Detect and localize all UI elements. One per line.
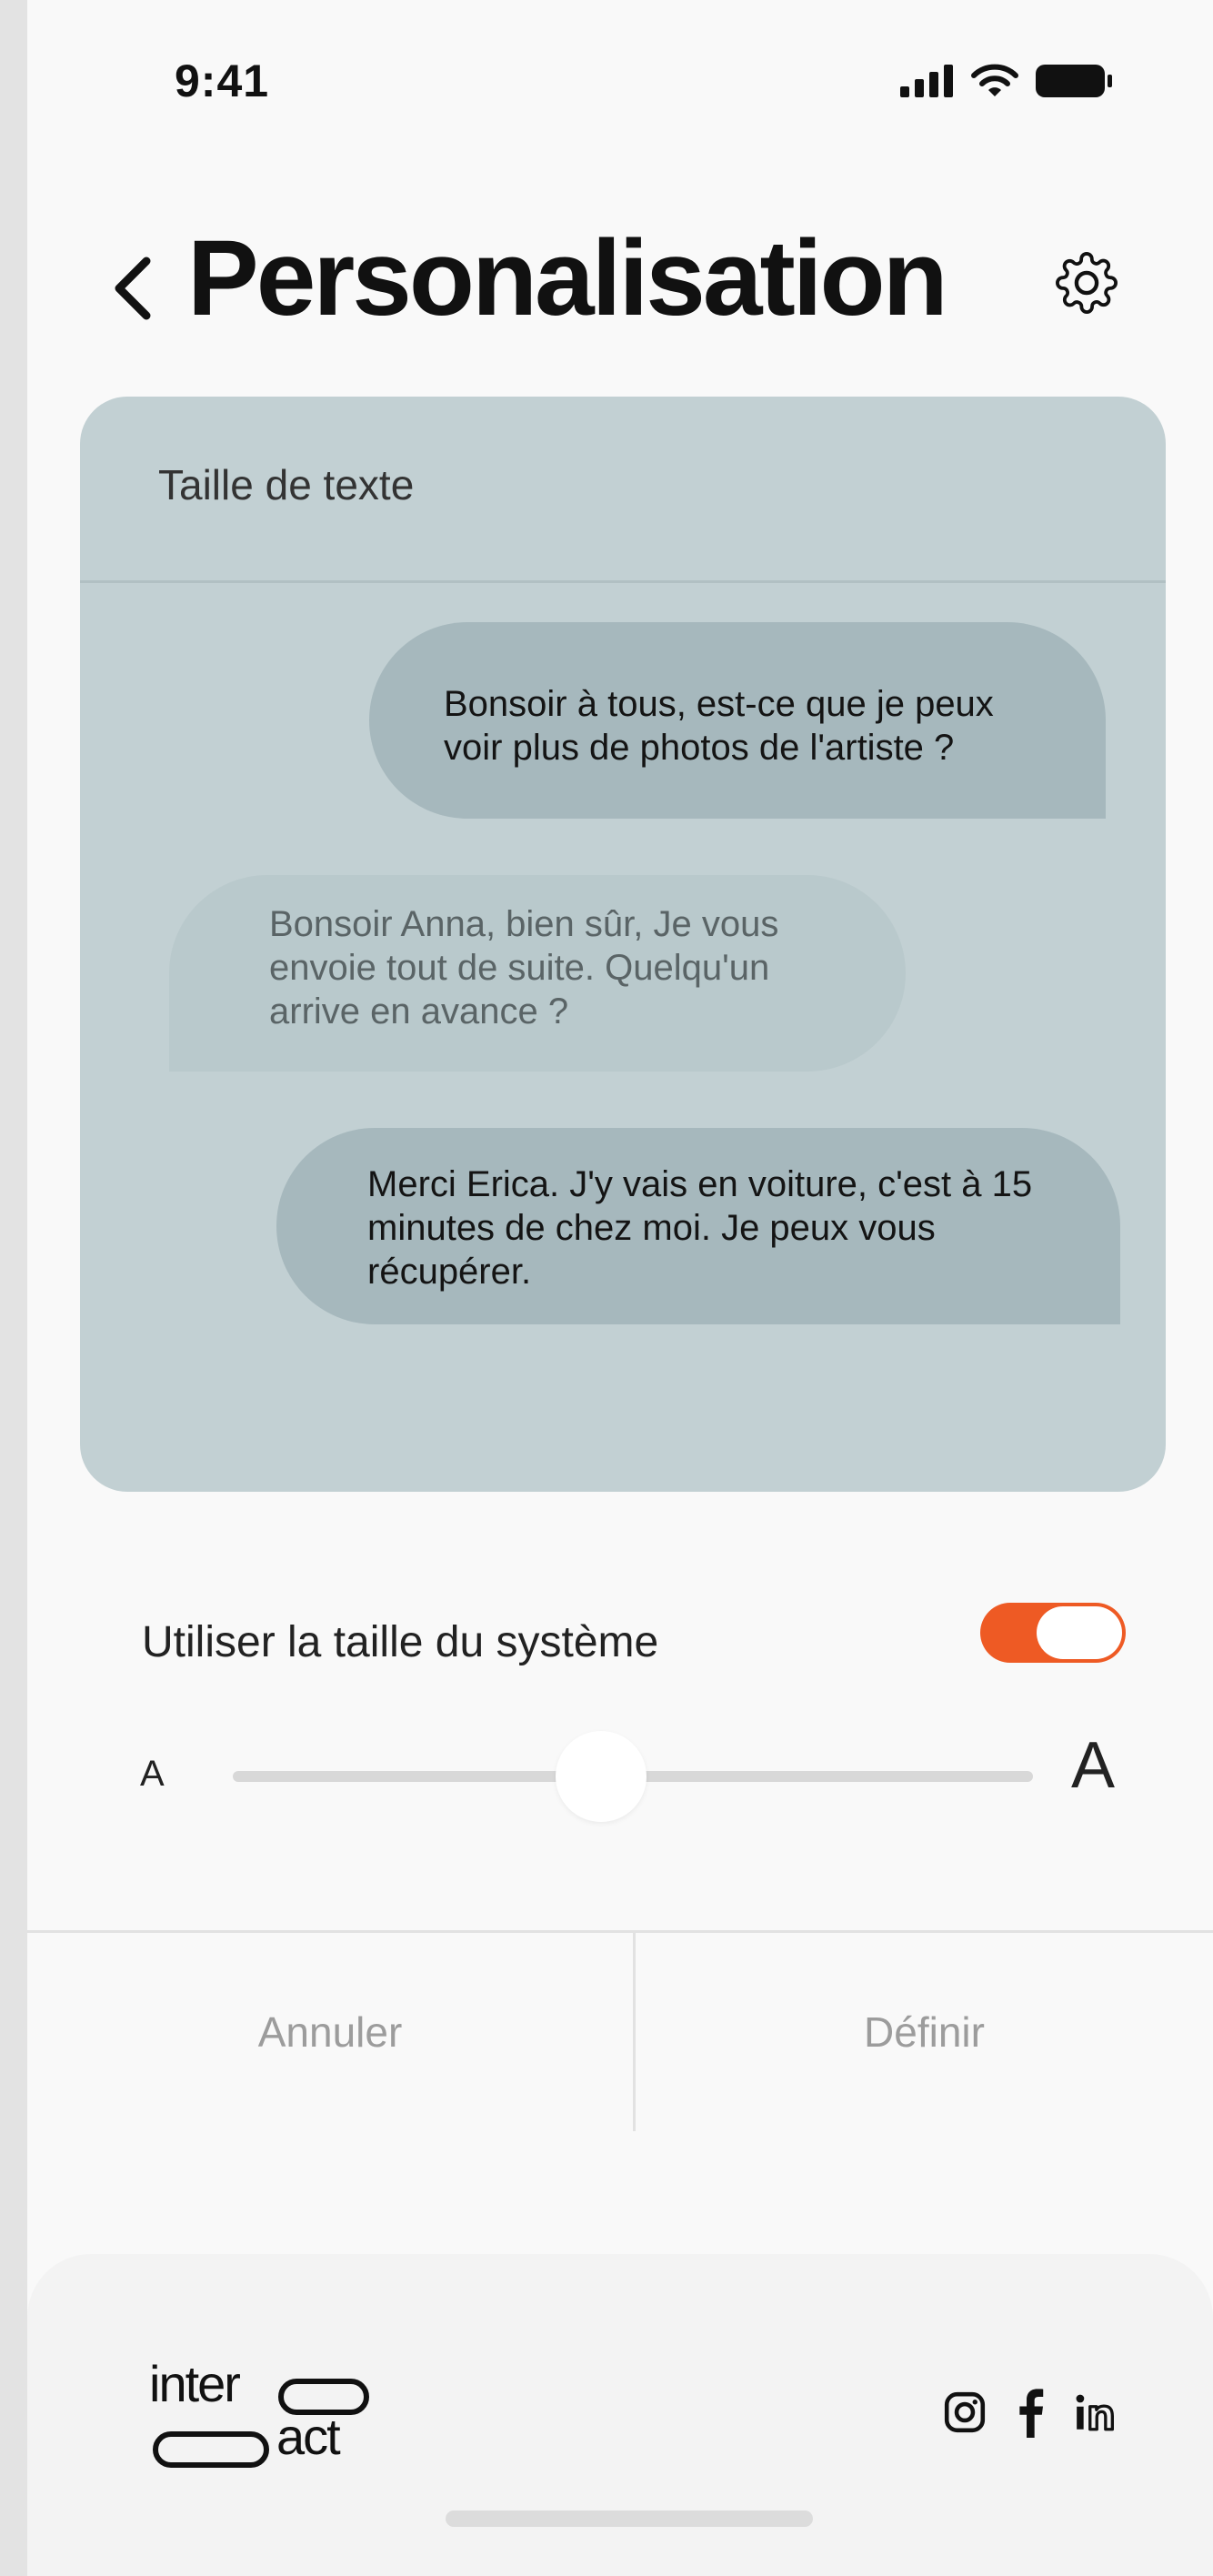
message-text: Merci Erica. J'y vais en voiture, c'est à 15 minutes de chez moi. Je peux vous récupérer. [367,1164,1033,1292]
facebook-link[interactable] [1007,2385,1053,2440]
text-size-slider[interactable] [233,1771,1033,1782]
personalisation-screen [27,0,1213,2576]
set-button[interactable]: Définir [864,2008,985,2056]
message-bubble-outgoing [276,1128,1120,1324]
preview-divider [80,580,1166,583]
home-indicator[interactable] [446,2511,813,2527]
text-size-preview-card [80,397,1166,1492]
logo-pill-shape [153,2431,269,2468]
slider-thumb[interactable] [556,1731,647,1822]
status-icons [900,64,1113,98]
battery-icon [1035,64,1113,98]
toggle-knob [1037,1606,1122,1659]
message-text: Bonsoir Anna, bien sûr, Je vous envoie tout de suite. Quelqu'un arrive en avance ? [269,904,779,1031]
footer [27,2254,1213,2576]
message-bubble-outgoing [369,622,1106,819]
wifi-icon [971,64,1018,98]
page-title: Personalisation [187,218,946,338]
system-size-toggle[interactable] [980,1603,1126,1663]
preview-title: Taille de texte [158,461,415,508]
instagram-link[interactable] [942,2385,987,2440]
cancel-button[interactable]: Annuler [257,2008,403,2056]
status-time: 9:41 [175,55,270,106]
logo-text-bottom: act [276,2408,339,2465]
chevron-left-icon [112,256,152,321]
facebook-icon [1015,2387,1046,2438]
linkedin-link[interactable] [1073,2385,1118,2440]
message-bubble-incoming [169,875,906,1072]
back-button[interactable] [100,247,164,329]
slider-min-label: A [140,1754,165,1794]
linkedin-icon [1073,2387,1118,2438]
slider-max-label: A [1071,1729,1116,1802]
system-size-label: Utiliser la taille du système [142,1618,659,1666]
settings-button[interactable] [1055,251,1118,315]
interact-logo[interactable] [149,2355,386,2468]
signal-icon [900,65,955,97]
message-text: Bonsoir à tous, est-ce que je peux voir plus de photos de l'artiste ? [444,684,994,768]
instagram-icon [942,2390,987,2435]
logo-text-top: inter [149,2355,239,2412]
gear-icon [1055,251,1118,315]
social-links [942,2385,1118,2440]
